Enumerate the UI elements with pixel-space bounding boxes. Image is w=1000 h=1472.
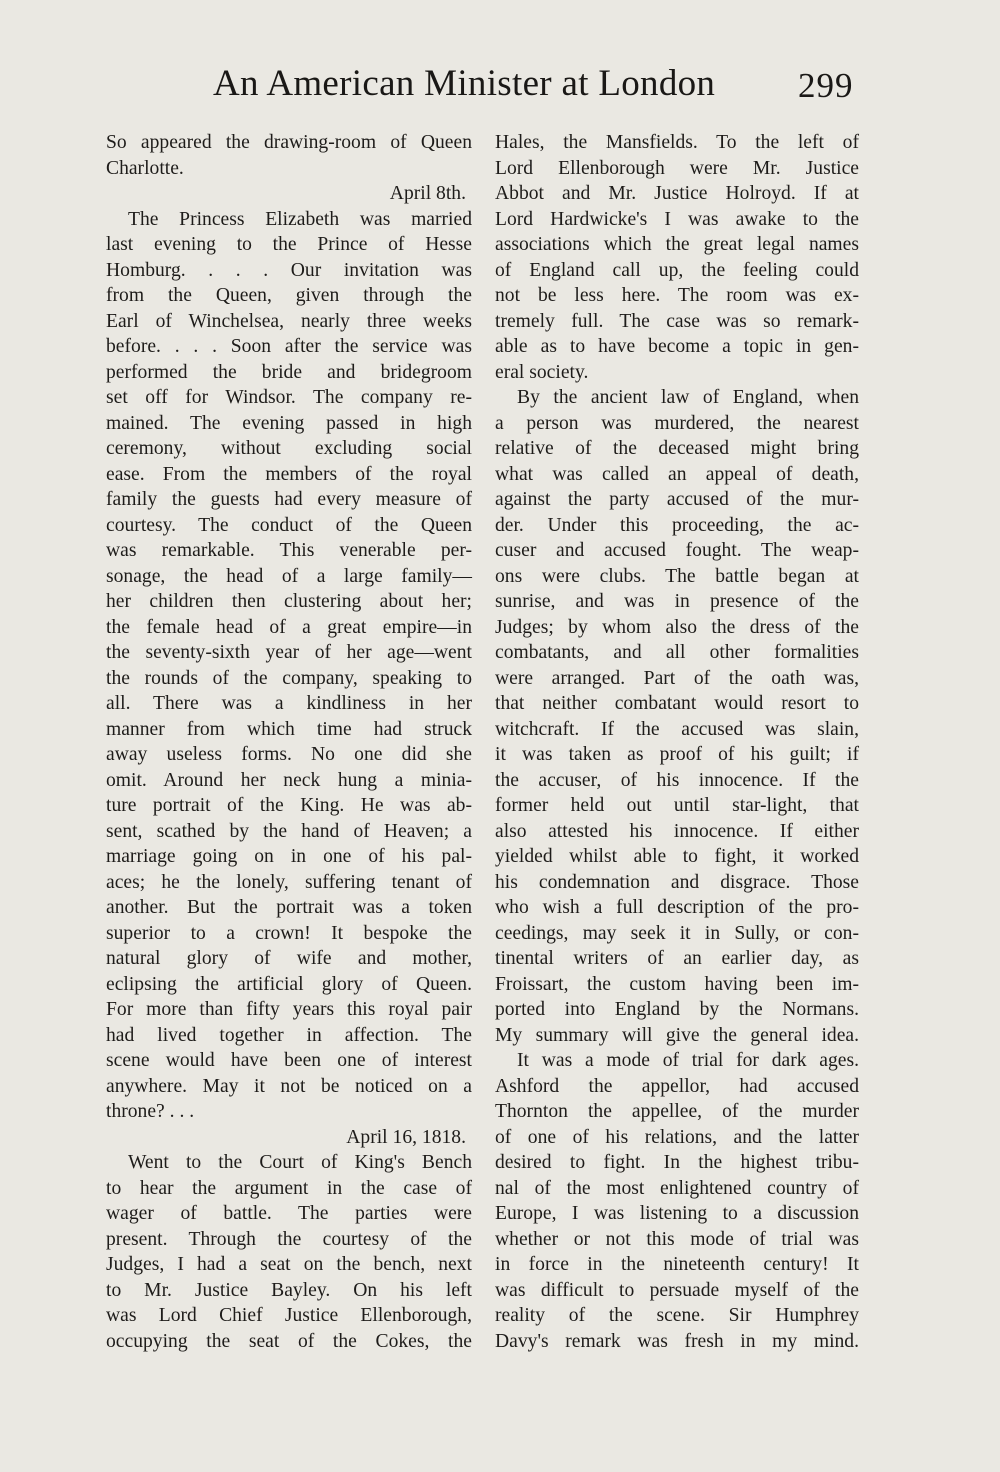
text-line: It was a mode of trial for dark ages. — [517, 1050, 859, 1071]
text-line: omit. Around her neck hung a minia- — [106, 769, 472, 791]
text-line: of one of his relations, and the latter — [495, 1126, 859, 1148]
text-line: the female head of a great empire—in — [106, 616, 472, 638]
text-line: ceremony, without excluding social — [106, 438, 472, 459]
text-line: in force in the nineteenth century! It — [495, 1254, 859, 1275]
text-line: yielded whilst able to fight, it worked — [495, 846, 859, 867]
text-line: performed the bride and bridegroom — [106, 361, 472, 383]
running-header-title: An American Minister at London — [213, 63, 716, 104]
text-line: whether or not this mode of trial was — [495, 1228, 859, 1250]
text-line: Abbot and Mr. Justice Holroyd. If at — [495, 183, 859, 204]
page-number: 299 — [798, 66, 854, 105]
text-line: Charlotte. — [106, 157, 184, 179]
text-line: mained. The evening passed in high — [106, 412, 472, 434]
text-line: associations which the great legal names — [495, 234, 859, 255]
text-line: superior to a crown! It bespoke the — [106, 922, 472, 944]
text-line: Went to the Court of King's Bench — [128, 1152, 472, 1173]
text-line: the seventy-sixth year of her age—went — [106, 642, 472, 663]
text-line: was difficult to persuade myself of the — [495, 1279, 859, 1301]
text-line: manner from which time had struck — [106, 718, 472, 740]
text-line: ease. From the members of the royal — [106, 463, 472, 485]
text-line: another. But the portrait was a token — [106, 897, 472, 918]
text-line: sonage, the head of a large family— — [106, 565, 472, 587]
text-line: So appeared the drawing-room of Queen — [106, 132, 472, 153]
text-line: sunrise, and was in presence of the — [495, 591, 859, 612]
text-line: all. There was a kindliness in her — [106, 693, 472, 714]
text-line: Judges; by whom also the dress of the — [495, 616, 859, 638]
text-line: Earl of Winchelsea, nearly three weeks — [106, 310, 472, 332]
text-line: relative of the deceased might bring — [495, 438, 859, 459]
text-line: occupying the seat of the Cokes, the — [106, 1330, 472, 1352]
text-line: desired to fight. In the highest tribu- — [495, 1152, 859, 1173]
text-line: sent, scathed by the hand of Heaven; a — [106, 820, 472, 842]
text-line: able as to have become a topic in gen- — [495, 336, 859, 357]
text-line: of England call up, the feeling could — [495, 259, 859, 281]
text-line: Lord Hardwicke's I was awake to the — [495, 208, 859, 230]
text-line: who wish a full description of the pro- — [495, 897, 859, 918]
text-line: had lived together in affection. The — [106, 1024, 472, 1046]
text-line: what was called an appeal of death, — [495, 463, 859, 485]
text-line: tremely full. The case was so remark- — [495, 310, 859, 332]
text-line: marriage going on in one of his pal- — [106, 846, 472, 867]
text-line: eclipsing the artificial glory of Queen. — [106, 973, 472, 995]
text-line: her children then clustering about her; — [106, 591, 472, 612]
text-line: Hales, the Mansfields. To the left of — [495, 132, 859, 153]
text-line: courtesy. The conduct of the Queen — [106, 514, 472, 536]
left-text-column — [106, 130, 472, 1354]
text-line: April 8th. — [389, 183, 466, 204]
text-line: former held out until star-light, that — [495, 795, 859, 816]
text-line: away useless forms. No one did she — [106, 744, 472, 765]
text-line: also attested his innocence. If either — [495, 820, 859, 842]
text-line: Europe, I was listening to a discussion — [495, 1203, 859, 1224]
text-line: combatants, and all other formalities — [495, 642, 859, 663]
text-line: it was taken as proof of his guilt; if — [495, 744, 859, 765]
text-line: Judges, I had a seat on the bench, next — [106, 1254, 472, 1275]
text-line: before. . . . Soon after the service was — [106, 336, 472, 357]
text-line: from the Queen, given through the — [106, 285, 472, 306]
text-line: was remarkable. This venerable per- — [106, 540, 472, 561]
text-line: was Lord Chief Justice Ellenborough, — [106, 1305, 472, 1326]
text-line: aces; he the lonely, suffering tenant of — [106, 871, 472, 893]
text-line: eral society. — [495, 361, 589, 383]
text-line: cuser and accused fought. The weap- — [495, 540, 859, 561]
text-line: anywhere. May it not be noticed on a — [106, 1075, 472, 1097]
text-line: Davy's remark was fresh in my mind. — [495, 1330, 859, 1352]
text-line: Homburg. . . . Our invitation was — [106, 259, 472, 281]
text-line: Froissart, the custom having been im- — [495, 973, 859, 995]
text-line: ceedings, may seek it in Sully, or con- — [495, 922, 859, 944]
text-line: against the party accused of the mur- — [495, 489, 859, 510]
text-line: witchcraft. If the accused was slain, — [495, 718, 859, 740]
text-line: the rounds of the company, speaking to — [106, 667, 472, 689]
text-line: the accuser, of his innocence. If the — [495, 769, 859, 791]
text-line: ported into England by the Normans. — [495, 999, 859, 1020]
text-line: nal of the most enlightened country of — [495, 1177, 859, 1199]
text-line: Ashford the appellor, had accused — [495, 1075, 859, 1097]
text-line: to Mr. Justice Bayley. On his left — [106, 1279, 472, 1301]
text-line: were arranged. Part of the oath was, — [495, 667, 859, 689]
text-line: present. Through the courtesy of the — [106, 1228, 472, 1250]
text-line: throne? . . . — [106, 1101, 195, 1122]
text-line: reality of the scene. Sir Humphrey — [495, 1305, 859, 1326]
text-line: My summary will give the general idea. — [495, 1024, 859, 1046]
text-line: The Princess Elizabeth was married — [128, 208, 472, 230]
right-text-column — [495, 130, 859, 1354]
text-line: Thornton the appellee, of the murder — [495, 1101, 859, 1122]
text-line: to hear the argument in the case of — [106, 1177, 472, 1199]
text-line: tinental writers of an earlier day, as — [495, 948, 859, 969]
text-line: By the ancient law of England, when — [517, 387, 859, 408]
text-line: last evening to the Prince of Hesse — [106, 234, 472, 255]
text-line: Lord Ellenborough were Mr. Justice — [495, 157, 859, 179]
text-line: family the guests had every measure of — [106, 489, 472, 510]
text-line: set off for Windsor. The company re- — [106, 387, 472, 408]
text-line: April 16, 1818. — [346, 1126, 466, 1148]
text-line: natural glory of wife and mother, — [106, 948, 472, 969]
text-line: ture portrait of the King. He was ab- — [106, 795, 472, 816]
text-line: wager of battle. The parties were — [106, 1203, 472, 1224]
text-line: that neither combatant would resort to — [495, 693, 859, 714]
text-line: For more than fifty years this royal pair — [106, 999, 472, 1020]
text-line: der. Under this proceeding, the ac- — [495, 514, 859, 536]
text-line: a person was murdered, the nearest — [495, 412, 859, 434]
text-line: not be less here. The room was ex- — [495, 285, 859, 306]
text-line: scene would have been one of interest — [106, 1050, 472, 1071]
text-line: his condemnation and disgrace. Those — [495, 871, 859, 893]
text-line: ons were clubs. The battle began at — [495, 565, 859, 587]
